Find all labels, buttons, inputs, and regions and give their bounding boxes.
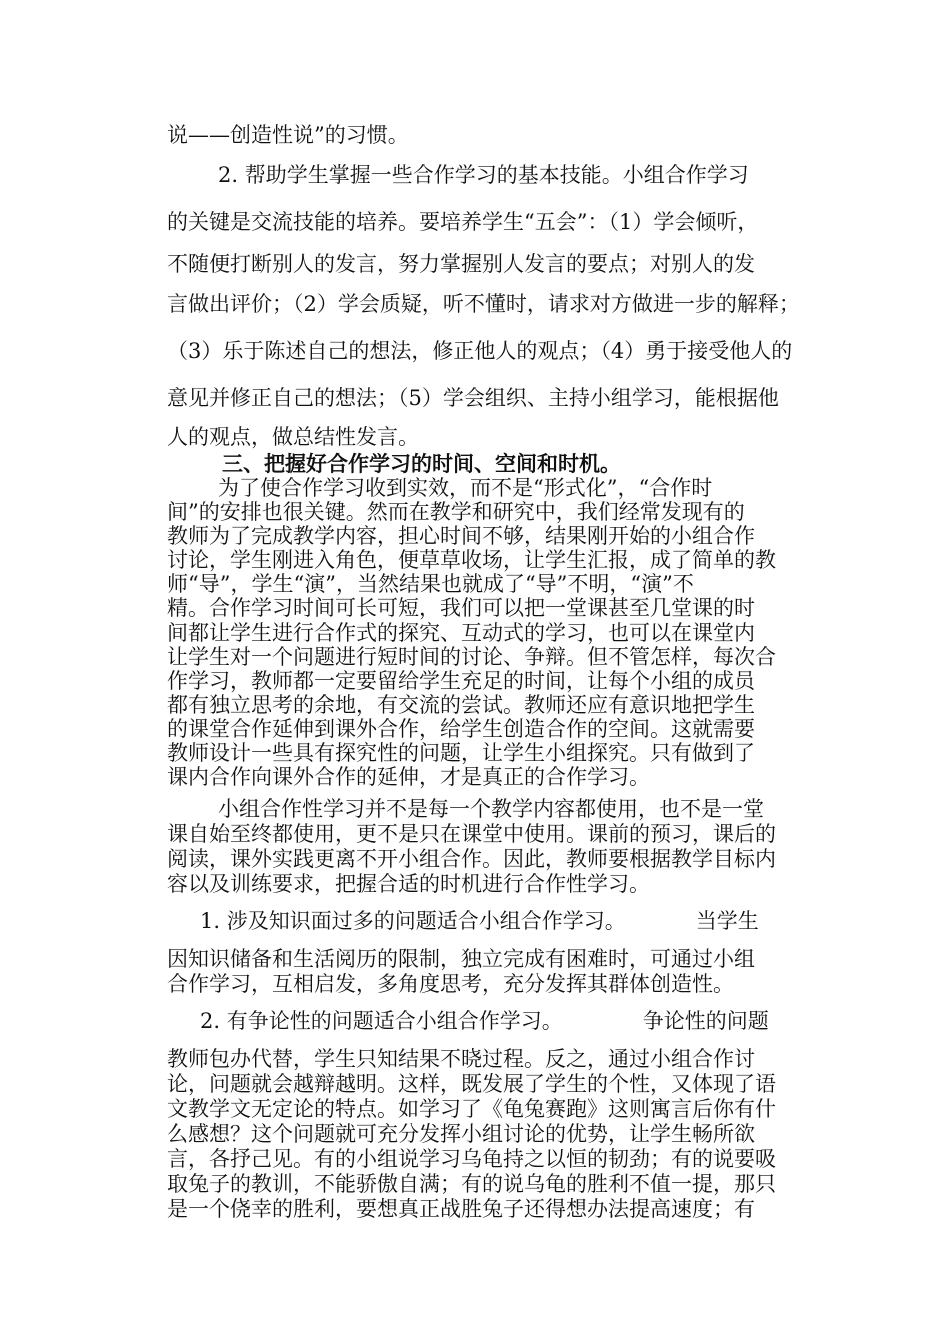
point-heading: 1. 涉及知识面过多的问题适合小组合作学习。 (200, 909, 626, 933)
paragraph-line: 都有独立思考的余地，有交流的尝试。教师还应有意识地把学生 (167, 693, 755, 717)
paragraph-line: 么感想？这个问题就可充分发挥小组讨论的优势，让学生畅所欲 (167, 1122, 755, 1146)
paragraph-line: 教师为了完成教学内容，担心时间不够，结果刚开始的小组合作 (167, 524, 755, 548)
numbered-point (200, 907, 759, 935)
paragraph-line: 的课堂合作延伸到课外合作，给学生创造合作的空间。这就需要 (167, 717, 755, 741)
paragraph-line: 教师包办代替，学生只知结果不晓过程。反之，通过小组合作讨 (167, 1047, 755, 1071)
paragraph-line: 精。合作学习时间可长可短，我们可以把一堂课甚至几堂课的时 (167, 596, 755, 620)
paragraph-line: 意见并修正自己的想法；（5）学会组织、主持小组学习，能根据他 (167, 386, 779, 410)
paragraph-line: 让学生对一个问题进行短时间的讨论、争辩。但不管怎样，每次合 (167, 645, 776, 669)
paragraph-line: 文教学文无定论的特点。如学习了《龟兔赛跑》这则寓言后你有什 (167, 1097, 776, 1121)
paragraph-line: 小组合作性学习并不是每一个教学内容都使用，也不是一堂 (218, 797, 764, 821)
paragraph-line: 课内合作向课外合作的延伸，才是真正的合作学习。 (167, 765, 650, 789)
paragraph-line: 因知识储备和生活阅历的限制，独立完成有困难时，可通过小组 (167, 947, 755, 971)
section-heading: 三、把握好合作学习的时间、空间和时机。 (222, 451, 621, 476)
paragraph-line: 课自始至终都使用，更不是只在课堂中使用。课前的预习，课后的 (167, 822, 776, 846)
point-heading: 2. 有争论性的问题适合小组合作学习。 (200, 1009, 563, 1033)
paragraph-line: 间”的安排也很关键。然而在教学和研究中，我们经常发现有的 (167, 500, 745, 524)
paragraph-line: 的关键是交流技能的培养。要培养学生“五会”：（1）学会倾听， (167, 210, 759, 234)
paragraph-line: 2. 帮助学生掌握一些合作学习的基本技能。小组合作学习 (218, 163, 749, 187)
paragraph-line: 阅读，课外实践更离不开小组合作。因此，教师要根据教学目标内 (167, 847, 776, 871)
paragraph-line: 言做出评价；（2）学会质疑，听不懂时，请求对方做进一步的解释； (167, 292, 800, 316)
paragraph-line: 作学习，教师都一定要留给学生充足的时间，让每个小组的成员 (167, 669, 755, 693)
paragraph-line: 不随便打断别人的发言，努力掌握别人发言的要点；对别人的发 (167, 252, 755, 276)
point-lead: 当学生 (695, 909, 759, 933)
paragraph-line: 容以及训练要求，把握合适的时机进行合作性学习。 (167, 872, 650, 896)
paragraph-line: 合作学习，互相启发，多角度思考，充分发挥其群体创造性。 (167, 972, 734, 996)
paragraph-line: 言，各抒己见。有的小组说学习乌龟持之以恒的韧劲；有的说要吸 (167, 1147, 776, 1171)
paragraph-line: 是一个侥幸的胜利，要想真正战胜兔子还得想办法提高速度；有 (167, 1197, 755, 1221)
paragraph-line: 取兔子的教训，不能骄傲自满；有的说乌龟的胜利不值一提，那只 (167, 1172, 776, 1196)
paragraph-line: 人的观点，做总结性发言。 (167, 425, 419, 449)
point-lead: 争论性的问题 (642, 1009, 769, 1033)
paragraph-line: 讨论，学生刚进入角色，便草草收场，让学生汇报，成了简单的教 (167, 548, 776, 572)
paragraph-line: （3）乐于陈述自己的想法，修正他人的观点；（4）勇于接受他人的 (167, 339, 793, 363)
paragraph-line: 师“导”，学生“演”，当然结果也就成了“导”不明，“演”不 (167, 572, 694, 596)
paragraph-line: 间都让学生进行合作式的探究、互动式的学习，也可以在课堂内 (167, 621, 755, 645)
paragraph-line: 为了使合作学习收到实效，而不是“形式化”，“合作时 (218, 476, 713, 500)
numbered-point (200, 1007, 769, 1035)
paragraph-line: 教师设计一些具有探究性的问题，让学生小组探究。只有做到了 (167, 741, 755, 765)
paragraph-line: 论，问题就会越辩越明。这样，既发展了学生的个性，又体现了语 (167, 1072, 776, 1096)
paragraph-line: 说——创造性说”的习惯。 (167, 123, 409, 147)
